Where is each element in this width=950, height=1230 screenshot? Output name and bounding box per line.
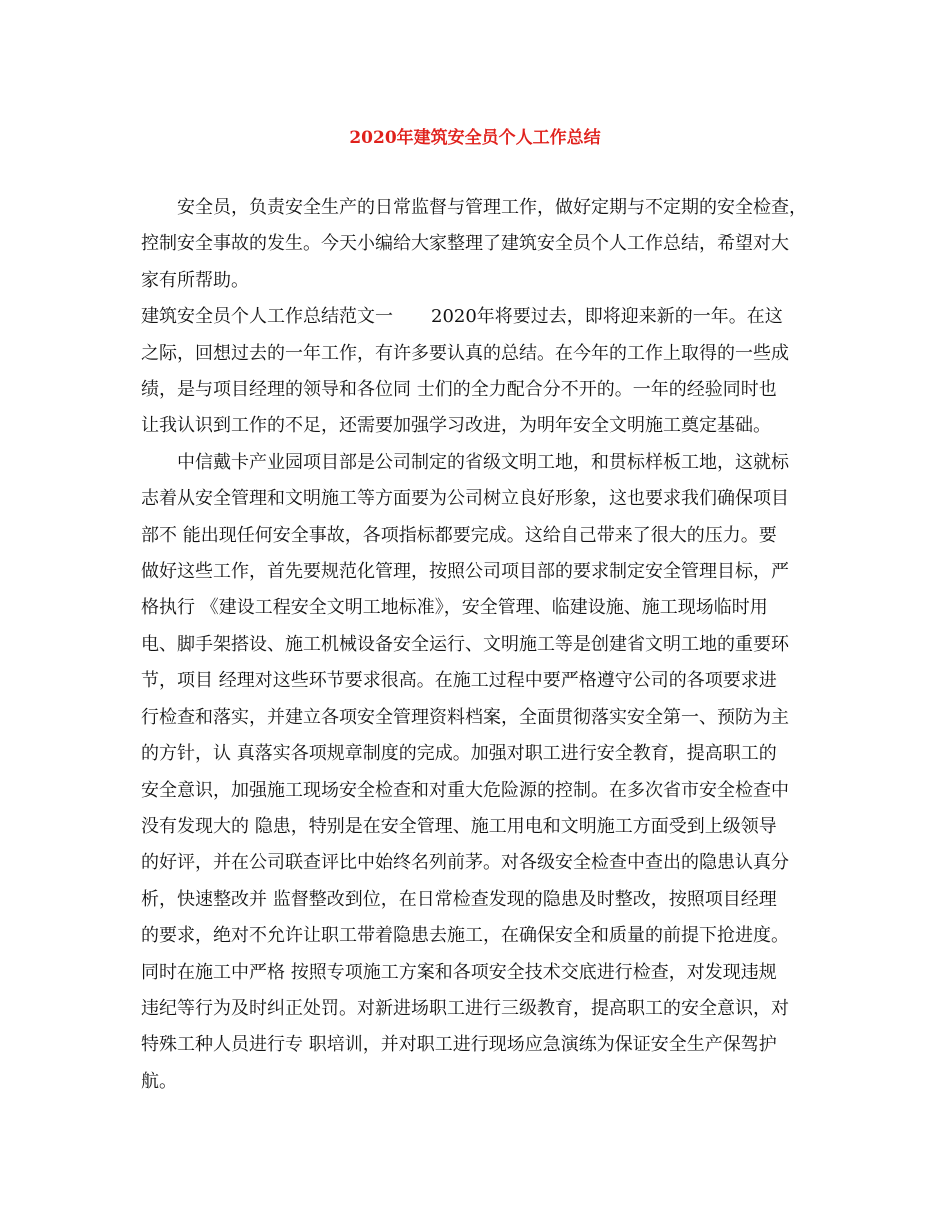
text-line: 特殊工种人员进行专 职培训，并对职工进行现场应急演练为保证安全生产保驾护: [141, 1034, 777, 1056]
text-line: 让我认识到工作的不足，还需要加强学习改进，为明年安全文明施工奠定基础。: [141, 415, 771, 437]
text-line: 绩，是与项目经理的领导和各位同 士们的全力配合分不开的。一年的经验同时也: [141, 379, 777, 401]
text-line: 志着从安全管理和文明施工等方面要为公司树立良好形象，这也要求我们确保项目: [141, 488, 789, 510]
document-body: [141, 190, 831, 1100]
text-line: 之际，回想过去的一年工作，有许多要认真的总结。在今年的工作上取得的一些成: [141, 342, 789, 364]
text-line: 部不 能出现任何安全事故，各项指标都要完成。这给自己带来了很大的压力。要: [141, 524, 777, 546]
text-line: 节，项目 经理对这些环节要求很高。在施工过程中要严格遵守公司的各项要求进: [141, 670, 777, 692]
text-line: 安全意识，加强施工现场安全检查和对重大危险源的控制。在多次省市安全检查中: [141, 779, 789, 801]
text-line: 电、脚手架搭设、施工机械设备安全运行、文明施工等是创建省文明工地的重要环: [141, 633, 789, 655]
document-title: 2020年建筑安全员个人工作总结: [349, 128, 601, 148]
text-line: 家有所帮助。: [141, 269, 249, 291]
section-paragraph: [141, 299, 831, 445]
text-line: 航。: [141, 1070, 177, 1092]
text-line: 析，快速整改并 监督整改到位，在日常检查发现的隐患及时整改，按照项目经理: [141, 888, 777, 910]
main-paragraph-first-line: [141, 445, 831, 481]
text-line: 的方针，认 真落实各项规章制度的完成。加强对职工进行安全教育，提高职工的: [141, 743, 777, 765]
text-line: 做好这些工作，首先要规范化管理，按照公司项目部的要求制定安全管理目标，严: [141, 561, 789, 583]
text-line: 同时在施工中严格 按照专项施工方案和各项安全技术交底进行检查，对发现违规: [141, 961, 777, 983]
text-line: 的好评，并在公司联查评比中始终名列前茅。对各级安全检查中查出的隐患认真分: [141, 852, 789, 874]
text-line: 控制安全事故的发生。今天小编给大家整理了建筑安全员个人工作总结，希望对大: [141, 233, 789, 255]
intro-paragraph: [141, 190, 831, 226]
text-line: 的要求，绝对不允许让职工带着隐患去施工，在确保安全和质量的前提下抢进度。: [141, 925, 789, 947]
text-line: 行检查和落实，并建立各项安全管理资料档案，全面贯彻落实安全第一、预防为主: [141, 706, 789, 728]
text-line: 2020年将要过去，即将迎来新的一年。在这: [431, 306, 783, 328]
section-heading: 建筑安全员个人工作总结范文一: [141, 306, 393, 328]
text-line: 没有发现大的 隐患，特别是在安全管理、施工用电和文明施工方面受到上级领导: [141, 815, 777, 837]
text-line: 违纪等行为及时纠正处罚。对新进场职工进行三级教育，提高职工的安全意识，对: [141, 997, 789, 1019]
main-paragraph: [141, 481, 831, 1100]
text-line: 中信戴卡产业园项目部是公司制定的省级文明工地，和贯标样板工地，这就标: [177, 451, 789, 473]
section-first-line: [141, 299, 831, 335]
intro-paragraph-continued: [141, 226, 831, 299]
text-line: 格执行 《建设工程安全文明工地标准》，安全管理、临建设施、施工现场临时用: [141, 597, 768, 619]
text-line: 安全员，负责安全生产的日常监督与管理工作，做好定期与不定期的安全检查，: [177, 197, 807, 218]
